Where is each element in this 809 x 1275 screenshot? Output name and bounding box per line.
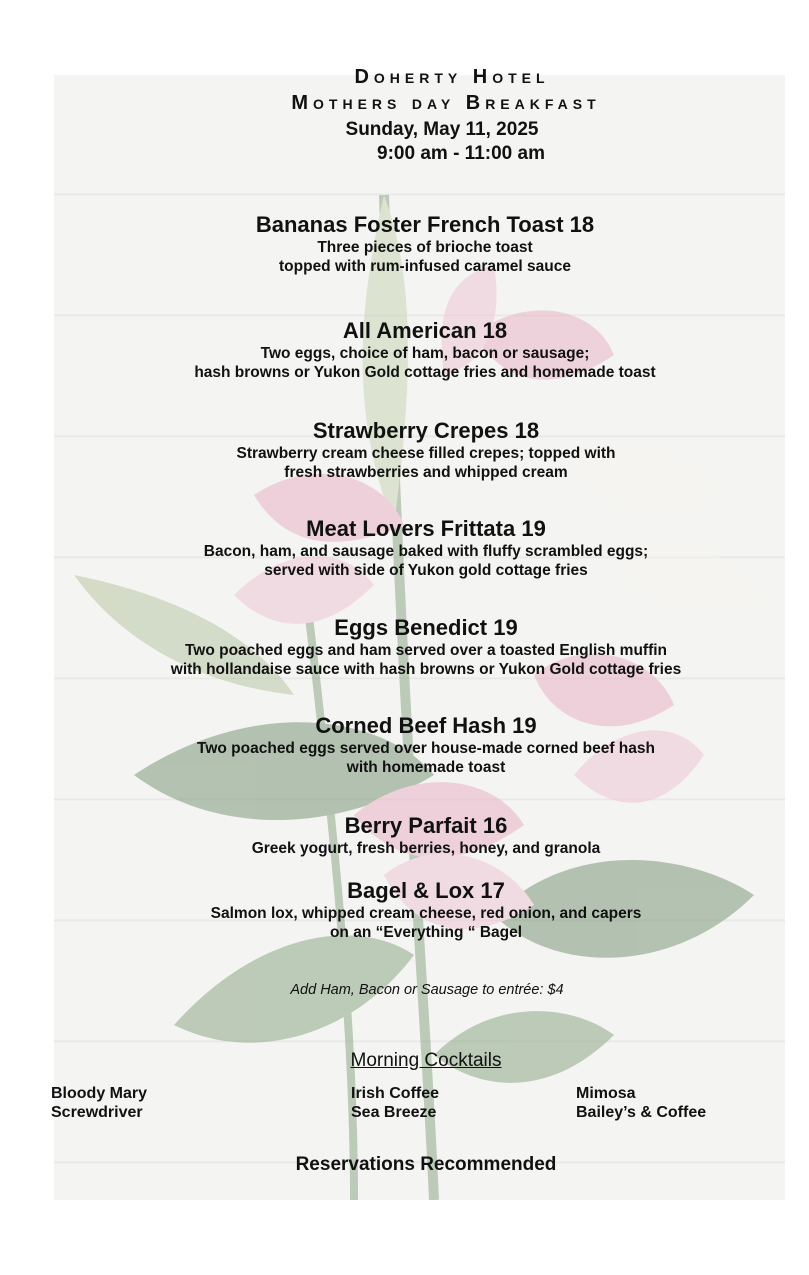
- menu-item: [204, 516, 648, 580]
- menu-item-desc: Two poached eggs served over house-made corned beef hash: [197, 740, 655, 757]
- menu-item-name: Eggs Benedict 19: [334, 615, 518, 640]
- menu-item-desc: on an “Everything “ Bagel: [329, 924, 523, 941]
- addon-note: Add Ham, Bacon or Sausage to entrée: $4: [290, 982, 564, 998]
- menu-item-name: Meat Lovers Frittata 19: [306, 516, 546, 541]
- menu-item-desc: topped with rum-infused caramel sauce: [279, 258, 571, 275]
- hotel-name: Doherty Hotel: [354, 66, 550, 88]
- menu-item-desc: Greek yogurt, fresh berries, honey, and granola: [251, 840, 601, 857]
- menu-item: [197, 713, 655, 777]
- menu-item-name: Corned Beef Hash 19: [315, 713, 537, 738]
- menu-item-desc: Two eggs, choice of ham, bacon or sausage;: [260, 345, 590, 362]
- reservations-note: Reservations Recommended: [295, 1154, 557, 1175]
- menu-item-desc: hash browns or Yukon Gold cottage fries and homemade toast: [194, 364, 656, 381]
- menu-item: [194, 318, 655, 382]
- menu-item-name: Bagel & Lox 17: [347, 878, 505, 903]
- cocktail-item: Bloody Mary: [51, 1085, 148, 1102]
- menu-item-name: Bananas Foster French Toast 18: [255, 212, 595, 237]
- cocktail-column: [576, 1084, 706, 1122]
- cocktail-column: [351, 1084, 439, 1122]
- menu-item: [236, 418, 615, 482]
- cocktail-column: [51, 1084, 147, 1122]
- menu-item-name: Berry Parfait 16: [344, 813, 508, 838]
- menu-item-desc: Three pieces of brioche toast: [317, 239, 533, 256]
- cocktail-item: Bailey’s & Coffee: [576, 1104, 707, 1121]
- menu-item: [256, 212, 594, 276]
- cocktail-item: Screwdriver: [51, 1104, 143, 1121]
- menu-item: [171, 615, 681, 679]
- menu-item-desc: with hollandaise sauce with hash browns or Yukon Gold cottage fries: [170, 661, 682, 678]
- cocktail-item: Mimosa: [576, 1085, 636, 1102]
- menu-item-name: All American 18: [342, 318, 508, 343]
- menu-item-name: Strawberry Crepes 18: [312, 418, 540, 443]
- menu-item: [252, 813, 601, 858]
- menu-item-desc: with homemade toast: [346, 759, 506, 776]
- menu-item-desc: Two poached eggs and ham served over a toasted English muffin: [184, 642, 668, 659]
- event-date: Sunday, May 11, 2025: [345, 119, 539, 140]
- menu-item-desc: Bacon, ham, and sausage baked with fluffy scrambled eggs;: [203, 543, 649, 560]
- menu-item-desc: Salmon lox, whipped cream cheese, red onion, and capers: [210, 905, 642, 922]
- cocktail-item: Irish Coffee: [351, 1085, 440, 1102]
- menu-item: [211, 878, 642, 942]
- event-time: 9:00 am - 11:00 am: [377, 143, 545, 164]
- menu-item-desc: fresh strawberries and whipped cream: [284, 464, 568, 481]
- event-title: Mothers day Breakfast: [291, 92, 601, 114]
- cocktails-heading: Morning Cocktails: [350, 1050, 502, 1071]
- menu-item-desc: Strawberry cream cheese filled crepes; topped with: [236, 445, 616, 462]
- cocktail-item: Sea Breeze: [351, 1104, 437, 1121]
- menu-item-desc: served with side of Yukon gold cottage fries: [264, 562, 588, 579]
